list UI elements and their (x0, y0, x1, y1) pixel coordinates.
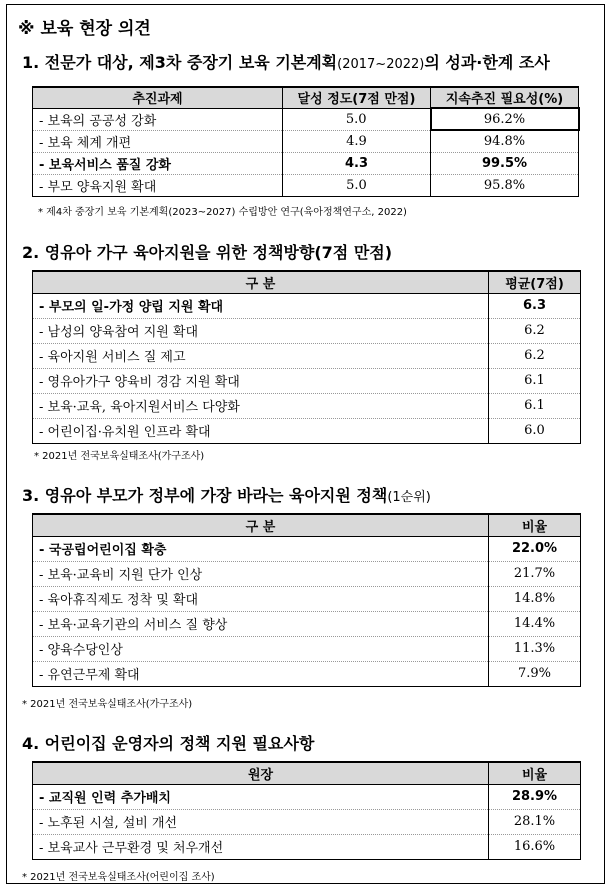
row-pct: 96.2% (431, 108, 579, 130)
table-row (33, 318, 581, 343)
row-pct: 95.8% (431, 174, 579, 196)
row-label: - 보육의 공공성 강화 (33, 108, 283, 130)
table-row (33, 611, 581, 636)
section-1-heading-years: (2017~2022) (337, 57, 425, 72)
row-score: 5.0 (283, 174, 431, 196)
section-3-note: * 2021년 전국보육실태조사(가구조사) (22, 699, 193, 710)
table-row (33, 343, 581, 368)
row-value: 6.2 (489, 343, 581, 368)
table-row (33, 661, 581, 686)
row-label: - 남성의 양육참여 지원 확대 (33, 318, 489, 343)
row-label: - 육아지원 서비스 질 제고 (33, 343, 489, 368)
section-4-table (32, 761, 581, 860)
section-2-table (32, 270, 581, 444)
section-1-note: * 제4차 중장기 보육 기본계획(2023~2027) 수립방안 연구(육아정책연구소, 2022) (38, 207, 407, 218)
row-label: - 육아휴직제도 정착 및 확대 (33, 586, 489, 611)
row-value: 6.1 (489, 393, 581, 418)
row-score: 4.3 (283, 152, 431, 174)
section-3-heading (22, 483, 431, 506)
section-1-table (32, 86, 580, 197)
table-row (33, 586, 581, 611)
s1-header-2: 지속추진 필요성(%) (431, 87, 579, 108)
table-row (33, 636, 581, 661)
section-4-heading: 4. 어린이집 운영자의 정책 지원 필요사항 (22, 734, 315, 753)
s2-header-0: 구 분 (33, 271, 489, 293)
section-2-note: * 2021년 전국보육실태조사(가구조사) (34, 451, 205, 462)
row-label: - 보육교사 근무환경 및 처우개선 (33, 834, 489, 859)
row-label: - 국공립어린이집 확충 (33, 536, 489, 561)
row-value: 6.2 (489, 318, 581, 343)
s1-header-0: 추진과제 (33, 87, 283, 108)
s2-header-1: 평균(7점) (489, 271, 581, 293)
row-value: 6.0 (489, 418, 581, 443)
table-row (33, 834, 581, 859)
row-label: - 유연근무제 확대 (33, 661, 489, 686)
row-label: - 보육 체계 개편 (33, 130, 283, 152)
table-row (33, 561, 581, 586)
row-score: 4.9 (283, 130, 431, 152)
row-value: 14.4% (489, 611, 581, 636)
row-value: 14.8% (489, 586, 581, 611)
s3-header-0: 구 분 (33, 514, 489, 536)
page-title: ※ 보육 현장 의견 (18, 19, 151, 39)
row-label: - 어린이집·유치원 인프라 확대 (33, 418, 489, 443)
section-1-heading-tail: 의 성과·한계 조사 (424, 53, 550, 72)
row-value: 21.7% (489, 561, 581, 586)
row-value: 28.9% (489, 784, 581, 809)
s1-header-1: 달성 정도(7점 만점) (283, 87, 431, 108)
row-value: 28.1% (489, 809, 581, 834)
row-value: 7.9% (489, 661, 581, 686)
section-1-heading-main: 1. 전문가 대상, 제3차 중장기 보육 기본계획 (22, 53, 338, 72)
table-row (33, 130, 579, 152)
table-row (33, 536, 581, 561)
row-label: - 보육·교육, 육아지원서비스 다양화 (33, 393, 489, 418)
row-label: - 부모 양육지원 확대 (33, 174, 283, 196)
table-row (33, 174, 579, 196)
row-label: - 보육·교육비 지원 단가 인상 (33, 561, 489, 586)
row-label: - 보육서비스 품질 강화 (33, 152, 283, 174)
row-label: - 부모의 일-가정 양립 지원 확대 (33, 293, 489, 318)
table-row (33, 418, 581, 443)
row-pct: 94.8% (431, 130, 579, 152)
row-value: 16.6% (489, 834, 581, 859)
row-label: - 양육수당인상 (33, 636, 489, 661)
section-3-heading-rank: (1순위) (387, 490, 431, 505)
section-4-note: * 2021년 전국보육실태조사(어린이집 조사) (22, 872, 215, 883)
table-row (33, 293, 581, 318)
row-value: 6.1 (489, 368, 581, 393)
section-3-heading-main: 3. 영유아 부모가 정부에 가장 바라는 육아지원 정책 (22, 486, 388, 505)
table-row (33, 108, 579, 130)
row-label: - 노후된 시설, 설비 개선 (33, 809, 489, 834)
s4-header-1: 비율 (489, 762, 581, 784)
s3-header-1: 비율 (489, 514, 581, 536)
row-value: 11.3% (489, 636, 581, 661)
section-3-table (32, 513, 581, 687)
row-value: 6.3 (489, 293, 581, 318)
row-label: - 보육·교육기관의 서비스 질 향상 (33, 611, 489, 636)
table-row (33, 809, 581, 834)
row-score: 5.0 (283, 108, 431, 130)
table-row (33, 393, 581, 418)
section-1-heading (22, 50, 550, 73)
s4-header-0: 원장 (33, 762, 489, 784)
row-pct: 99.5% (431, 152, 579, 174)
table-row (33, 368, 581, 393)
row-value: 22.0% (489, 536, 581, 561)
table-row (33, 784, 581, 809)
section-2-heading: 2. 영유아 가구 육아지원을 위한 정책방향(7점 만점) (22, 243, 393, 262)
table-row (33, 152, 579, 174)
row-label: - 영유아가구 양육비 경감 지원 확대 (33, 368, 489, 393)
row-label: - 교직원 인력 추가배치 (33, 784, 489, 809)
